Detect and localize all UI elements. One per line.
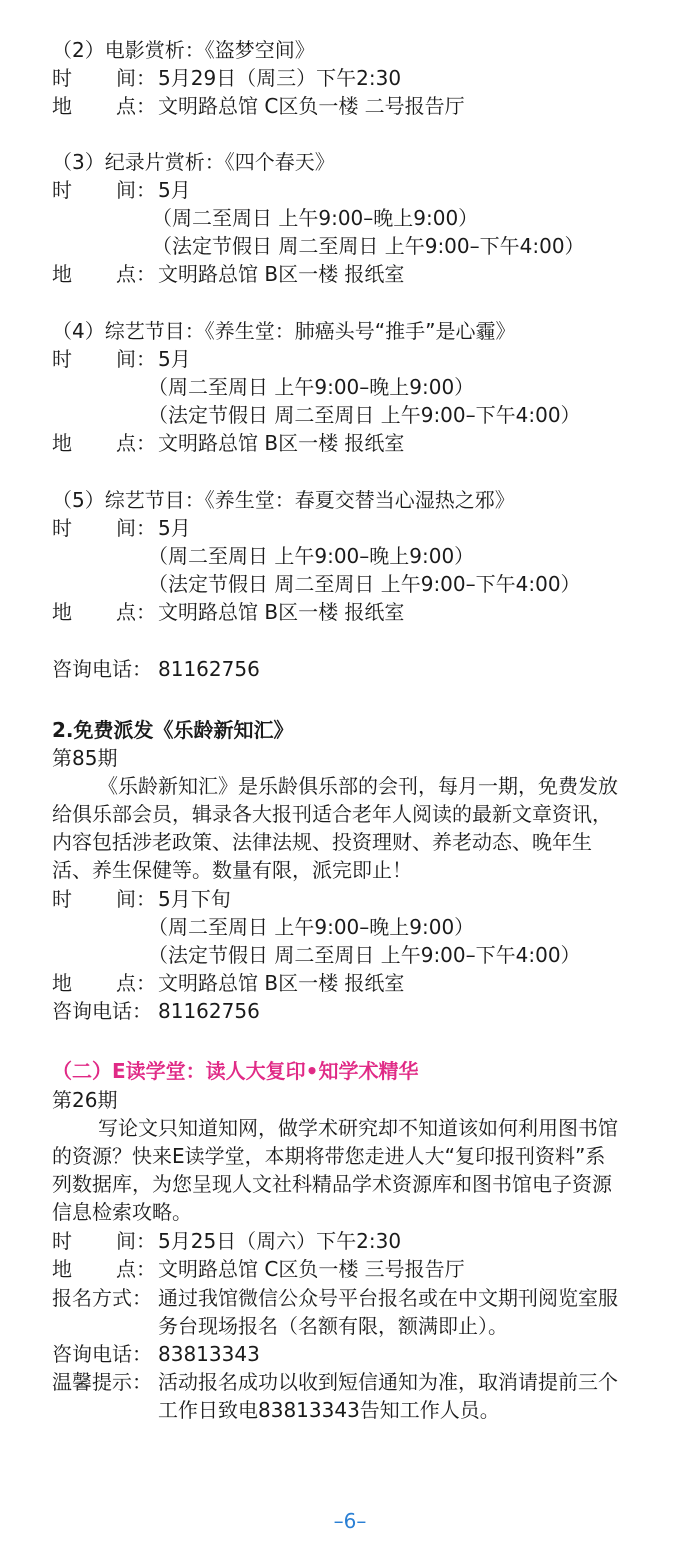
item3-title: （3）纪录片赏析：《四个春天》 [52, 150, 335, 174]
item3-hours-regular: （周二至周日 上午9:00–晚上9:00） [152, 206, 479, 230]
place-label-a: 地 [52, 94, 72, 118]
section2-body-line: 给俱乐部会员，辑录各大报刊适合老年人阅读的最新文章资讯， [52, 802, 612, 826]
item2-title: （2）电影赏析：《盗梦空间》 [52, 38, 315, 62]
time-label-a: 时 [52, 178, 72, 202]
section2-hours-regular: （周二至周日 上午9:00–晚上9:00） [148, 915, 475, 939]
item4-hours-regular: （周二至周日 上午9:00–晚上9:00） [148, 375, 475, 399]
place-label-a: 地 [52, 431, 72, 455]
section2-title: 2.免费派发《乐龄新知汇》 [52, 718, 294, 742]
item2-place: 文明路总馆 C区负一楼 二号报告厅 [158, 94, 465, 118]
place-label-b: 点： [116, 600, 156, 624]
section-e-signup-line: 务台现场报名（名额有限，额满即止）。 [158, 1314, 508, 1338]
section-e-phone: 83813343 [158, 1342, 260, 1366]
item3-time: 5月 [158, 178, 191, 202]
place-label-a: 地 [52, 1257, 72, 1281]
item4-time: 5月 [158, 347, 191, 371]
section2-body-line: 活、养生保健等。数量有限，派完即止！ [52, 858, 412, 882]
phone-number: 81162756 [158, 657, 260, 681]
time-label-b: 间： [116, 1229, 156, 1253]
time-label-a: 时 [52, 1229, 72, 1253]
time-label-b: 间： [116, 178, 156, 202]
item3-place: 文明路总馆 B区一楼 报纸室 [158, 262, 405, 286]
section2-issue: 第85期 [52, 746, 118, 770]
item4-place: 文明路总馆 B区一楼 报纸室 [158, 431, 405, 455]
time-label-b: 间： [116, 516, 156, 540]
item5-hours-holiday: （法定节假日 周二至周日 上午9:00–下午4:00） [148, 572, 581, 596]
page-number: –6– [333, 1509, 367, 1533]
place-label-a: 地 [52, 600, 72, 624]
item5-title: （5）综艺节目：《养生堂：春夏交替当心湿热之邪》 [52, 488, 515, 512]
section2-phone: 81162756 [158, 999, 260, 1023]
section2-hours-holiday: （法定节假日 周二至周日 上午9:00–下午4:00） [148, 943, 581, 967]
section-e-signup-line: 通过我馆微信公众号平台报名或在中文期刊阅览室服 [158, 1286, 618, 1310]
place-label-b: 点： [116, 262, 156, 286]
section-e-tip-line: 工作日致电83813343告知工作人员。 [158, 1398, 500, 1422]
section-e-body-line: 信息检索攻略。 [52, 1200, 192, 1224]
time-label-a: 时 [52, 347, 72, 371]
place-label-b: 点： [116, 94, 156, 118]
item5-hours-regular: （周二至周日 上午9:00–晚上9:00） [148, 544, 475, 568]
item4-title: （4）综艺节目：《养生堂：肺癌头号“推手”是心霾》 [52, 319, 516, 343]
section-e-issue: 第26期 [52, 1088, 118, 1112]
section-e-title: （二）E读学堂：读人大复印•知学术精华 [52, 1059, 419, 1083]
section2-place: 文明路总馆 B区一楼 报纸室 [158, 971, 405, 995]
section2-time: 5月下旬 [158, 887, 231, 911]
item2-time: 5月29日（周三）下午2:30 [158, 66, 402, 90]
time-label-b: 间： [116, 347, 156, 371]
item4-hours-holiday: （法定节假日 周二至周日 上午9:00–下午4:00） [148, 403, 581, 427]
phone-label: 咨询电话： [52, 657, 152, 681]
section-e-body-line: 列数据库，为您呈现人文社科精品学术资源库和图书馆电子资源 [52, 1172, 612, 1196]
section2-body-line: 内容包括涉老政策、法律法规、投资理财、养老动态、晚年生 [52, 830, 592, 854]
time-label-b: 间： [116, 66, 156, 90]
section-e-body-line: 的资源？快来E读学堂，本期将带您走进人大“复印报刊资料”系 [52, 1144, 606, 1168]
section-e-place: 文明路总馆 C区负一楼 三号报告厅 [158, 1257, 465, 1281]
place-label-a: 地 [52, 262, 72, 286]
time-label-b: 间： [116, 887, 156, 911]
phone-label: 咨询电话： [52, 999, 152, 1023]
time-label-a: 时 [52, 66, 72, 90]
item3-hours-holiday: （法定节假日 周二至周日 上午9:00–下午4:00） [152, 234, 585, 258]
signup-label: 报名方式： [52, 1286, 152, 1310]
place-label-a: 地 [52, 971, 72, 995]
place-label-b: 点： [116, 1257, 156, 1281]
section-e-time: 5月25日（周六）下午2:30 [158, 1229, 402, 1253]
section-e-tip-line: 活动报名成功以收到短信通知为准，取消请提前三个 [158, 1370, 618, 1394]
tip-label: 温馨提示： [52, 1370, 152, 1394]
section2-body-line: 《乐龄新知汇》是乐龄俱乐部的会刊，每月一期，免费发放 [98, 774, 618, 798]
place-label-b: 点： [116, 971, 156, 995]
item5-place: 文明路总馆 B区一楼 报纸室 [158, 600, 405, 624]
phone-label: 咨询电话： [52, 1342, 152, 1366]
time-label-a: 时 [52, 887, 72, 911]
section-e-body-line: 写论文只知道知网，做学术研究却不知道该如何利用图书馆 [98, 1116, 618, 1140]
time-label-a: 时 [52, 516, 72, 540]
place-label-b: 点： [116, 431, 156, 455]
item5-time: 5月 [158, 516, 191, 540]
